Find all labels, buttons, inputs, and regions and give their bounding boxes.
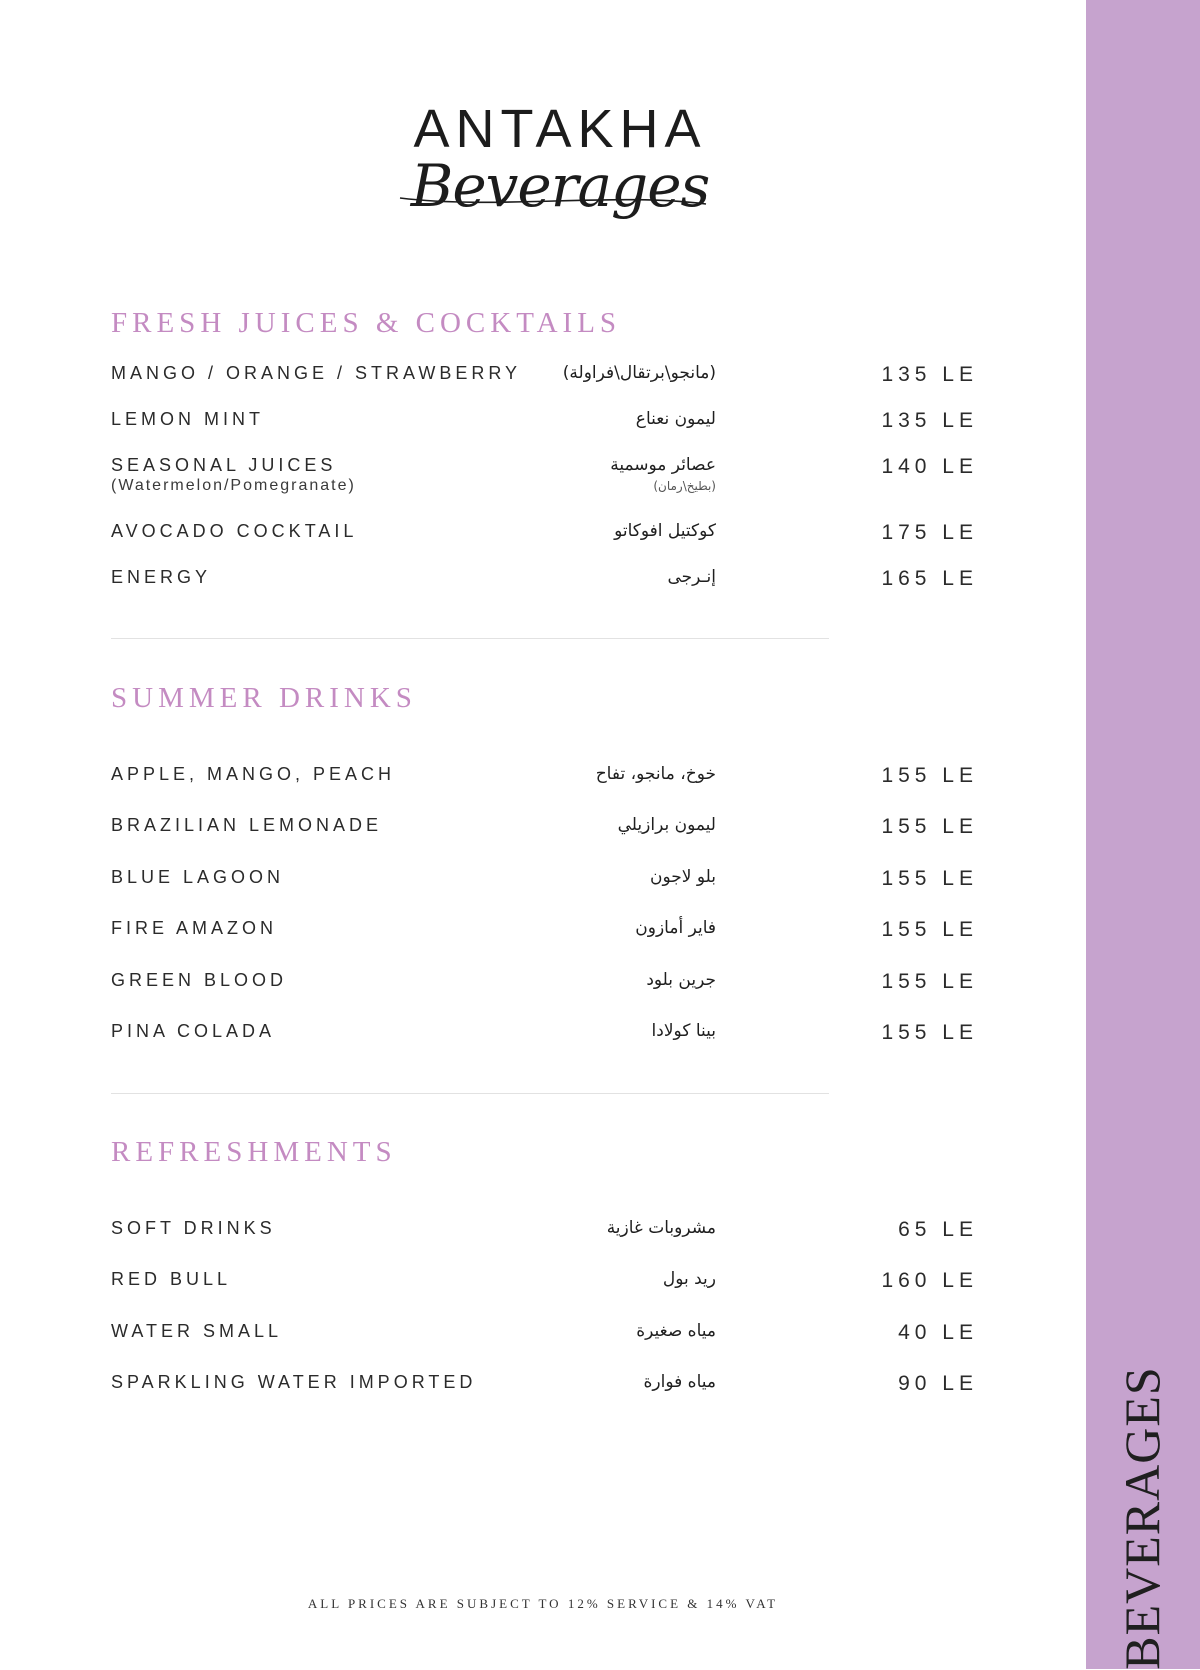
item-name: FIRE AMAZON <box>111 918 278 938</box>
item-name: SPARKLING WATER IMPORTED <box>111 1372 477 1392</box>
section-divider <box>111 638 829 639</box>
item-price: 155 LE <box>881 918 978 941</box>
item-arabic: مياه صغيرة <box>636 1321 716 1341</box>
item-arabic: بلو لاجون <box>649 867 716 887</box>
item-arabic: خوخ، مانجو، تفاح <box>595 764 716 784</box>
brand-name: ANTAKHA <box>413 99 707 159</box>
menu-item <box>0 1021 1086 1051</box>
item-price: 155 LE <box>881 1021 978 1044</box>
item-arabic: عصائر موسمية <box>610 455 716 475</box>
menu-item <box>0 363 1086 393</box>
menu-item <box>0 918 1086 948</box>
section-title-summer-drinks: SUMMER DRINKS <box>111 682 417 714</box>
menu-item <box>0 567 1086 597</box>
item-subtitle: (Watermelon/Pomegranate) <box>111 477 356 494</box>
menu-item <box>0 815 1086 845</box>
item-name: PINA COLADA <box>111 1021 276 1041</box>
logo-flourish <box>380 92 740 242</box>
item-price: 40 LE <box>898 1321 978 1344</box>
side-label: BEVERAGES <box>1114 1366 1170 1670</box>
item-arabic: مياه فوارة <box>643 1372 716 1392</box>
item-price: 155 LE <box>881 815 978 838</box>
item-arabic: ليمون نعناع <box>635 409 716 429</box>
menu-item <box>0 1372 1086 1402</box>
item-name: WATER SMALL <box>111 1321 283 1341</box>
item-price: 165 LE <box>881 567 978 590</box>
item-name: SEASONAL JUICES <box>111 455 337 475</box>
item-price: 160 LE <box>881 1269 978 1292</box>
item-price: 155 LE <box>881 764 978 787</box>
item-price: 135 LE <box>881 409 978 432</box>
item-arabic: (مانجو\برتقال\فراولة) <box>562 363 716 383</box>
menu-item <box>0 1269 1086 1299</box>
menu-item <box>0 1321 1086 1351</box>
menu-item <box>0 521 1086 551</box>
menu-item <box>0 455 1086 501</box>
item-arabic: ريد بول <box>662 1269 716 1289</box>
item-name: BLUE LAGOON <box>111 867 285 887</box>
menu-item <box>0 867 1086 897</box>
item-arabic: كوكتيل افوكاتو <box>614 521 716 541</box>
item-arabic: إنـرجى <box>667 567 716 587</box>
menu-item <box>0 1218 1086 1248</box>
item-price: 175 LE <box>881 521 978 544</box>
section-title-refreshments: REFRESHMENTS <box>111 1136 397 1168</box>
brand-logo <box>380 92 740 242</box>
item-arabic: ليمون برازيلي <box>617 815 716 835</box>
section-title-fresh-juices: FRESH JUICES & COCKTAILS <box>111 307 622 339</box>
item-name: AVOCADO COCKTAIL <box>111 521 358 541</box>
footer-note: ALL PRICES ARE SUBJECT TO 12% SERVICE & 14% VAT <box>307 1596 779 1611</box>
item-name: MANGO / ORANGE / STRAWBERRY <box>111 363 522 383</box>
brand-script: Beverages <box>410 152 710 220</box>
item-name: LEMON MINT <box>111 409 265 429</box>
menu-item <box>0 409 1086 439</box>
item-name: SOFT DRINKS <box>111 1218 276 1238</box>
item-arabic-subtitle: (بطيخ\رمان) <box>653 479 716 493</box>
item-price: 140 LE <box>881 455 978 478</box>
section-divider <box>111 1093 829 1094</box>
item-price: 90 LE <box>898 1372 978 1395</box>
item-name: GREEN BLOOD <box>111 970 288 990</box>
menu-item <box>0 764 1086 794</box>
item-arabic: مشروبات غازية <box>606 1218 716 1238</box>
menu-item <box>0 970 1086 1000</box>
item-price: 65 LE <box>898 1218 978 1241</box>
item-price: 135 LE <box>881 363 978 386</box>
item-arabic: فاير أمازون <box>635 918 716 938</box>
item-price: 155 LE <box>881 867 978 890</box>
item-arabic: بينا كولادا <box>651 1021 716 1041</box>
item-name: BRAZILIAN LEMONADE <box>111 815 383 835</box>
item-name: APPLE, MANGO, PEACH <box>111 764 396 784</box>
item-name: ENERGY <box>111 567 212 587</box>
item-name: RED BULL <box>111 1269 232 1289</box>
item-price: 155 LE <box>881 970 978 993</box>
item-arabic: جرين بلود <box>646 970 716 990</box>
